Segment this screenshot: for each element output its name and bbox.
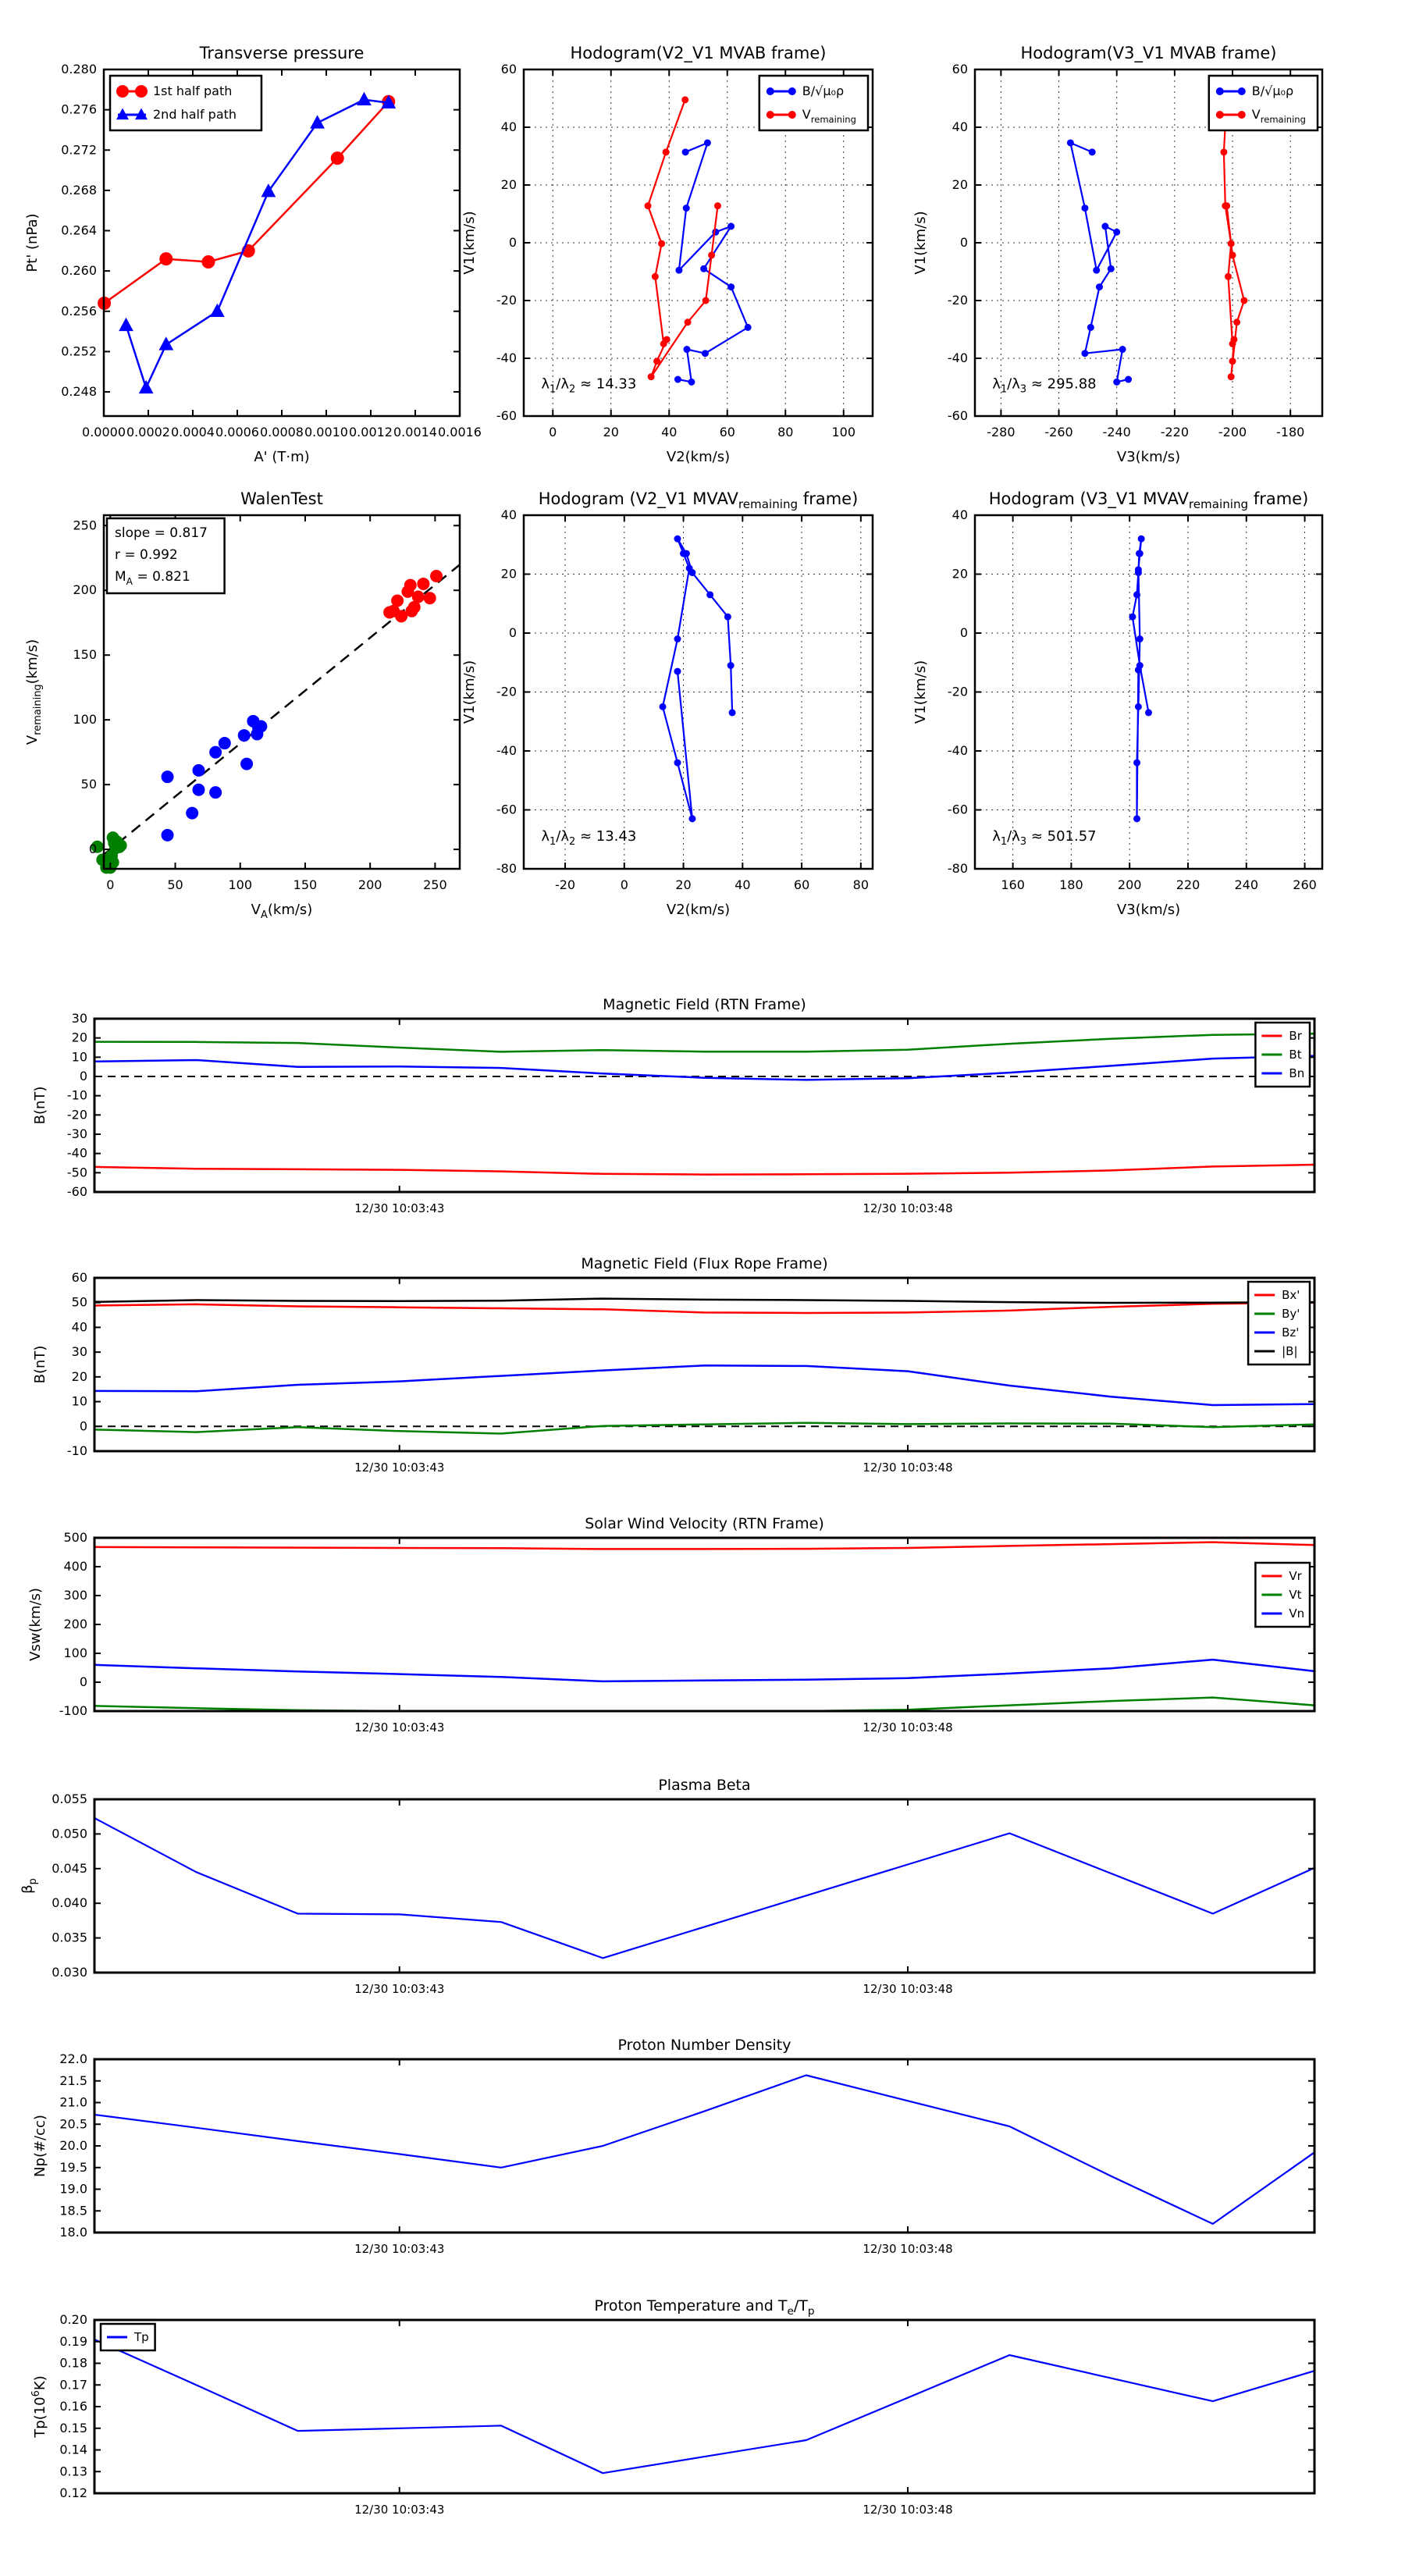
chart-magnetic-field-flux-rope <box>32 1255 1314 1475</box>
svg-text:0.16: 0.16 <box>59 2399 87 2414</box>
svg-text:100: 100 <box>73 712 97 728</box>
svg-text:0: 0 <box>79 1418 87 1434</box>
svg-text:0.256: 0.256 <box>61 303 97 318</box>
axis-ticks <box>496 507 873 892</box>
chart-proton-number-density <box>32 2037 1314 2256</box>
legend-label: Bz' <box>1282 1325 1300 1340</box>
svg-text:0.248: 0.248 <box>61 384 97 400</box>
legend-label: Vt <box>1289 1588 1302 1602</box>
x-axis-label: V3(km/s) <box>1116 902 1181 918</box>
svg-text:0: 0 <box>88 841 97 857</box>
chart-title: Plasma Beta <box>658 1777 751 1794</box>
svg-text:250: 250 <box>73 518 97 533</box>
hodogram-v3v1-mvab-plot <box>912 44 1322 465</box>
svg-text:12/30 10:03:48: 12/30 10:03:48 <box>863 1982 953 1996</box>
svg-text:-40: -40 <box>496 350 517 365</box>
legend <box>1255 1023 1310 1087</box>
svg-text:40: 40 <box>500 507 517 522</box>
magnetic-field-rtn-plot <box>32 996 1314 1215</box>
eigenvalue-ratio-annotation: $\lambda_1/\lambda_2 \approx 13.43$ <box>541 827 637 848</box>
series-vr <box>94 1542 1314 1550</box>
series-group-2 <box>162 715 267 841</box>
svg-text:0: 0 <box>79 1069 87 1083</box>
svg-text:260: 260 <box>1293 877 1317 892</box>
svg-text:30: 30 <box>71 1344 87 1360</box>
svg-text:0.20: 0.20 <box>59 2312 87 2327</box>
svg-text:0.0012: 0.0012 <box>349 425 393 439</box>
svg-text:20: 20 <box>500 566 517 582</box>
legend-label: Vr <box>1289 1569 1302 1583</box>
svg-text:-40: -40 <box>496 743 517 758</box>
svg-text:0.030: 0.030 <box>52 1965 87 1980</box>
legend-label: B/√μ₀ρ <box>802 84 845 98</box>
svg-text:30: 30 <box>71 1011 87 1026</box>
series-b-sqrt-mu0-rho- <box>674 140 751 385</box>
svg-text:40: 40 <box>735 877 751 892</box>
svg-text:0.055: 0.055 <box>52 1791 87 1806</box>
svg-text:12/30 10:03:43: 12/30 10:03:43 <box>354 2503 445 2517</box>
chart-title: Magnetic Field (Flux Rope Frame) <box>581 1255 828 1272</box>
svg-text:80: 80 <box>777 425 794 439</box>
svg-text:150: 150 <box>293 877 318 892</box>
legend <box>1209 76 1318 130</box>
svg-text:-180: -180 <box>1276 425 1305 439</box>
legend <box>1248 1282 1310 1364</box>
svg-text:0: 0 <box>106 877 115 892</box>
legend-label: 1st half path <box>153 84 233 98</box>
axis-ticks <box>59 1530 1314 1735</box>
svg-text:0.280: 0.280 <box>61 62 97 76</box>
svg-text:0.13: 0.13 <box>59 2464 87 2479</box>
svg-text:20: 20 <box>500 177 517 192</box>
svg-text:-10: -10 <box>66 1087 87 1103</box>
svg-text:20: 20 <box>951 566 968 582</box>
x-axis-label: A' (T·m) <box>254 449 310 465</box>
hodogram-v3v1-mvav-plot <box>912 489 1322 918</box>
series-np <box>94 2076 1314 2224</box>
svg-text:10: 10 <box>71 1393 87 1409</box>
legend-label: B/√μ₀ρ <box>1251 84 1294 98</box>
svg-text:10: 10 <box>71 1049 87 1065</box>
svg-text:0: 0 <box>79 1674 87 1689</box>
svg-text:-220: -220 <box>1160 425 1190 439</box>
series-vn <box>94 1660 1314 1681</box>
svg-text:20: 20 <box>603 425 619 439</box>
svg-text:0.268: 0.268 <box>61 182 97 197</box>
svg-text:200: 200 <box>357 877 382 892</box>
chart-solar-wind-velocity <box>27 1515 1314 1735</box>
svg-text:12/30 10:03:43: 12/30 10:03:43 <box>354 1982 445 1996</box>
axis-ticks <box>948 507 1322 892</box>
proton-temperature-plot <box>30 2297 1314 2517</box>
chart-magnetic-field-rtn <box>32 996 1314 1215</box>
svg-text:0: 0 <box>620 877 628 892</box>
svg-text:slope = 0.817: slope = 0.817 <box>115 525 208 541</box>
magnetic-field-flux-rope-plot <box>32 1255 1314 1475</box>
svg-text:0.0000: 0.0000 <box>82 425 126 439</box>
y-axis-label: Vsw(km/s) <box>27 1588 44 1661</box>
svg-text:0.12: 0.12 <box>59 2485 87 2500</box>
chart-title: Magnetic Field (RTN Frame) <box>603 996 806 1013</box>
chart-title: Hodogram(V3_V1 MVAB frame) <box>1020 44 1277 62</box>
legend-label: $V_{remaining}$ <box>1251 107 1306 125</box>
grid-lines <box>524 515 873 869</box>
svg-text:400: 400 <box>63 1559 87 1574</box>
svg-text:60: 60 <box>719 425 735 439</box>
chart-title: Proton Number Density <box>617 2037 791 2054</box>
svg-text:-240: -240 <box>1102 425 1131 439</box>
svg-text:100: 100 <box>831 425 856 439</box>
svg-text:0.276: 0.276 <box>61 101 97 117</box>
svg-text:0.0002: 0.0002 <box>126 425 170 439</box>
x-axis-label: V2(km/s) <box>666 449 731 465</box>
svg-text:250: 250 <box>423 877 447 892</box>
svg-text:0.0014: 0.0014 <box>393 425 437 439</box>
svg-text:60: 60 <box>951 62 968 76</box>
series-v <box>1129 535 1152 822</box>
svg-text:0.040: 0.040 <box>52 1895 87 1911</box>
svg-text:0.18: 0.18 <box>59 2355 87 2371</box>
svg-text:-20: -20 <box>496 293 517 308</box>
svg-text:-20: -20 <box>947 293 968 308</box>
y-axis-label: V1(km/s) <box>461 211 478 275</box>
svg-text:50: 50 <box>80 777 97 792</box>
series-by- <box>94 1423 1314 1434</box>
svg-text:21.0: 21.0 <box>59 2094 87 2110</box>
y-axis-label: V1(km/s) <box>912 660 929 724</box>
svg-text:-20: -20 <box>947 684 968 699</box>
y-axis-label: Np(#/cc) <box>32 2115 48 2177</box>
svg-text:40: 40 <box>500 119 517 134</box>
svg-text:-280: -280 <box>987 425 1016 439</box>
eigenvalue-ratio-annotation: $\lambda_1/\lambda_2 \approx 14.33$ <box>541 375 637 396</box>
svg-text:20: 20 <box>71 1030 87 1045</box>
svg-text:100: 100 <box>228 877 253 892</box>
series-group-3 <box>384 570 443 621</box>
series--b- <box>94 1299 1314 1303</box>
svg-text:-20: -20 <box>554 877 576 892</box>
svg-text:0: 0 <box>508 235 517 250</box>
y-axis-label: V1(km/s) <box>461 660 478 724</box>
svg-text:0: 0 <box>549 425 557 439</box>
svg-text:40: 40 <box>951 119 968 134</box>
svg-text:-60: -60 <box>947 802 968 817</box>
chart-title: Hodogram (V3_V1 $MVAV_{remaining}$ frame) <box>988 489 1309 511</box>
series-b-sqrt-mu0-rho- <box>1067 140 1131 385</box>
legend-label: Bn <box>1289 1066 1305 1080</box>
hodogram-v2v1-mvav-plot <box>461 489 873 918</box>
y-axis-label: B(nT) <box>32 1086 48 1125</box>
svg-text:-260: -260 <box>1044 425 1073 439</box>
svg-text:-50: -50 <box>66 1165 87 1180</box>
svg-text:-60: -60 <box>496 802 517 817</box>
svg-text:-60: -60 <box>947 408 968 423</box>
svg-text:60: 60 <box>793 877 810 892</box>
axes-frame <box>94 2059 1314 2233</box>
svg-text:20: 20 <box>951 177 968 192</box>
svg-text:180: 180 <box>1059 877 1083 892</box>
hodogram-v2v1-mvab-plot <box>461 44 873 465</box>
walen-test-plot <box>24 489 460 921</box>
axes-frame <box>94 1538 1314 1711</box>
svg-text:0.260: 0.260 <box>61 263 97 279</box>
y-axis-label: $V_{remaining}(km/s)$ <box>24 639 44 745</box>
series-vt <box>94 1698 1314 1711</box>
svg-text:-20: -20 <box>496 684 517 699</box>
axis-ticks <box>59 2051 1314 2256</box>
svg-text:18.5: 18.5 <box>59 2203 87 2218</box>
legend-label: Bx' <box>1282 1288 1300 1302</box>
svg-text:19.5: 19.5 <box>59 2159 87 2175</box>
svg-text:r = 0.992: r = 0.992 <box>115 547 178 563</box>
svg-text:-100: -100 <box>59 1703 87 1718</box>
y-axis-label: Pt' (nPa) <box>24 213 41 272</box>
svg-text:12/30 10:03:48: 12/30 10:03:48 <box>863 2242 953 2256</box>
chart-title: Hodogram(V2_V1 MVAB frame) <box>570 44 827 62</box>
svg-text:20: 20 <box>71 1368 87 1384</box>
legend <box>110 76 261 130</box>
svg-text:12/30 10:03:48: 12/30 10:03:48 <box>863 1461 953 1475</box>
svg-text:40: 40 <box>71 1319 87 1335</box>
chart-hodogram-v3v1-mvab <box>912 44 1322 465</box>
svg-text:12/30 10:03:43: 12/30 10:03:43 <box>354 2242 445 2256</box>
svg-text:0.17: 0.17 <box>59 2377 87 2393</box>
svg-text:20.5: 20.5 <box>59 2116 87 2132</box>
y-axis-label: $\beta_p$ <box>20 1878 39 1894</box>
chart-title: Transverse pressure <box>199 44 365 62</box>
svg-text:-40: -40 <box>947 350 968 365</box>
x-axis-label: V2(km/s) <box>666 902 731 918</box>
svg-text:0.14: 0.14 <box>59 2442 87 2457</box>
svg-text:19.0: 19.0 <box>59 2181 87 2197</box>
svg-text:60: 60 <box>71 1270 87 1285</box>
svg-text:12/30 10:03:48: 12/30 10:03:48 <box>863 2503 953 2517</box>
legend-label: By' <box>1282 1307 1300 1321</box>
svg-text:-20: -20 <box>66 1107 87 1123</box>
svg-text:0.19: 0.19 <box>59 2333 87 2349</box>
svg-text:0: 0 <box>959 625 968 640</box>
series-bx- <box>94 1303 1314 1313</box>
svg-text:50: 50 <box>71 1294 87 1310</box>
x-axis-label: V3(km/s) <box>1116 449 1181 465</box>
svg-text:0: 0 <box>508 625 517 640</box>
chart-plasma-beta <box>20 1777 1314 1996</box>
svg-text:50: 50 <box>167 877 183 892</box>
y-axis-label: B(nT) <box>32 1345 48 1384</box>
legend <box>101 2324 155 2350</box>
axes-frame <box>94 1799 1314 1973</box>
svg-text:0.264: 0.264 <box>61 222 97 238</box>
svg-text:-40: -40 <box>66 1145 87 1161</box>
svg-text:0.035: 0.035 <box>52 1930 87 1945</box>
chart-title: Solar Wind Velocity (RTN Frame) <box>585 1515 824 1532</box>
legend-label: $V_{remaining}$ <box>802 107 856 125</box>
chart-title: Hodogram (V2_V1 $MVAV_{remaining}$ frame) <box>538 489 859 511</box>
series-br <box>94 1165 1314 1175</box>
svg-text:200: 200 <box>63 1617 87 1631</box>
fit-stats-box <box>107 518 225 593</box>
svg-text:80: 80 <box>852 877 870 892</box>
legend <box>1255 1563 1310 1627</box>
svg-text:12/30 10:03:43: 12/30 10:03:43 <box>354 1720 445 1735</box>
series-bt <box>94 1034 1314 1051</box>
svg-text:-80: -80 <box>947 861 968 876</box>
svg-text:12/30 10:03:43: 12/30 10:03:43 <box>354 1201 445 1215</box>
svg-text:MA = 0.821: $M_A = 0.821$ <box>115 569 190 587</box>
svg-text:-10: -10 <box>66 1443 87 1458</box>
svg-text:20.0: 20.0 <box>59 2138 87 2153</box>
svg-text:150: 150 <box>73 647 97 663</box>
chart-title: WalenTest <box>240 489 323 508</box>
svg-text:200: 200 <box>1117 877 1142 892</box>
svg-text:0.0016: 0.0016 <box>438 425 482 439</box>
svg-text:0.252: 0.252 <box>61 343 97 359</box>
axis-ticks <box>59 2312 1314 2517</box>
svg-text:21.5: 21.5 <box>59 2073 87 2088</box>
svg-text:0.0004: 0.0004 <box>171 425 215 439</box>
grid-lines <box>975 515 1322 869</box>
svg-text:160: 160 <box>1001 877 1025 892</box>
eigenvalue-ratio-annotation: $\lambda_1/\lambda_3 \approx 501.57$ <box>992 827 1097 848</box>
svg-text:300: 300 <box>63 1588 87 1603</box>
svg-text:0.045: 0.045 <box>52 1860 87 1876</box>
chart-hodogram-v2v1-mvab <box>461 44 873 465</box>
series-tp <box>94 2339 1314 2473</box>
legend-label: |B| <box>1282 1344 1298 1358</box>
y-axis-label: V1(km/s) <box>912 211 929 275</box>
y-axis-label: $Tp(10^6K)$ <box>30 2375 48 2438</box>
svg-text:0: 0 <box>959 235 968 250</box>
svg-text:0.15: 0.15 <box>59 2420 87 2435</box>
axes-frame <box>94 1019 1314 1192</box>
series-bz- <box>94 1365 1314 1405</box>
legend-label: Tp <box>134 2330 149 2344</box>
svg-text:-60: -60 <box>66 1184 87 1199</box>
svg-text:100: 100 <box>63 1646 87 1660</box>
svg-text:18.0: 18.0 <box>59 2225 87 2240</box>
svg-text:220: 220 <box>1176 877 1200 892</box>
chart-hodogram-v3v1-mvav <box>912 489 1322 918</box>
svg-text:40: 40 <box>661 425 678 439</box>
chart-walen-test <box>24 489 460 921</box>
svg-text:-200: -200 <box>1218 425 1247 439</box>
axis-ticks <box>52 1791 1314 1996</box>
svg-text:20: 20 <box>675 877 692 892</box>
chart-proton-temperature <box>30 2297 1314 2517</box>
legend-label: Br <box>1289 1029 1302 1043</box>
legend-label: Vn <box>1289 1606 1305 1621</box>
svg-text:500: 500 <box>63 1530 87 1545</box>
solar-wind-velocity-plot <box>27 1515 1314 1735</box>
svg-text:240: 240 <box>1234 877 1259 892</box>
svg-text:200: 200 <box>73 582 97 598</box>
svg-text:0.272: 0.272 <box>61 142 97 158</box>
svg-text:-80: -80 <box>496 861 517 876</box>
series-v <box>660 535 735 822</box>
svg-text:-40: -40 <box>947 743 968 758</box>
eigenvalue-ratio-annotation: $\lambda_1/\lambda_3 \approx 295.88$ <box>992 375 1097 396</box>
x-axis-label: $V_A(km/s)$ <box>251 902 313 921</box>
svg-text:0.050: 0.050 <box>52 1826 87 1841</box>
svg-text:12/30 10:03:48: 12/30 10:03:48 <box>863 1720 953 1735</box>
svg-text:0.0010: 0.0010 <box>304 425 348 439</box>
axes-frame <box>94 2320 1314 2493</box>
chart-hodogram-v2v1-mvav <box>461 489 873 918</box>
legend <box>759 76 868 130</box>
svg-text:0.0008: 0.0008 <box>260 425 304 439</box>
svg-text:-30: -30 <box>66 1126 87 1141</box>
svg-text:-60: -60 <box>496 408 517 423</box>
svg-text:60: 60 <box>500 62 517 76</box>
series-beta-p <box>94 1818 1314 1958</box>
svg-text:12/30 10:03:48: 12/30 10:03:48 <box>863 1201 953 1215</box>
legend-label: 2nd half path <box>153 107 237 122</box>
series-v-remaining <box>1221 97 1247 380</box>
legend-label: Bt <box>1289 1048 1302 1062</box>
svg-text:22.0: 22.0 <box>59 2051 87 2066</box>
svg-text:0.0006: 0.0006 <box>215 425 259 439</box>
svg-text:12/30 10:03:43: 12/30 10:03:43 <box>354 1461 445 1475</box>
svg-text:40: 40 <box>951 507 968 522</box>
proton-number-density-plot <box>32 2037 1314 2256</box>
chart-title: Proton Temperature and $T_e/T_p$ <box>594 2297 815 2318</box>
